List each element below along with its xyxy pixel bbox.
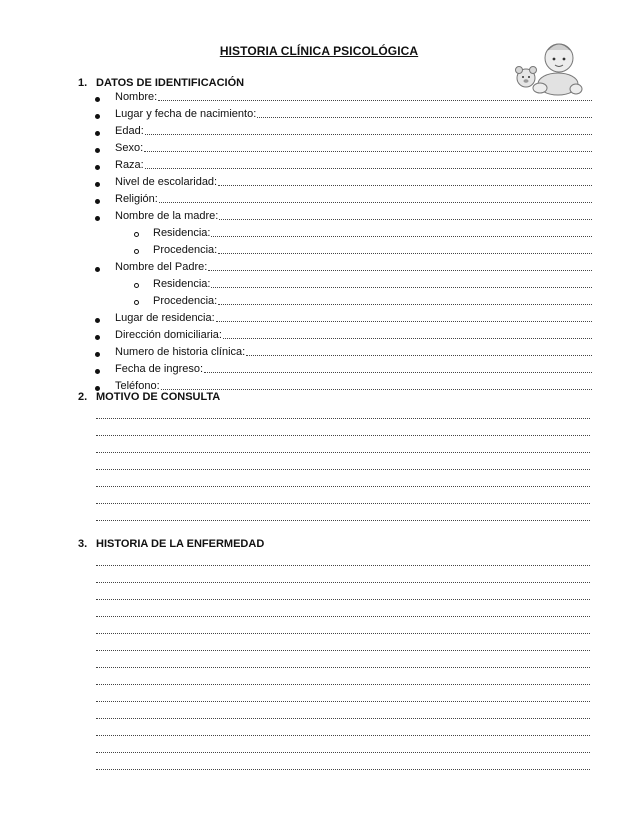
field-lugar-fecha-nacimiento[interactable] [115, 105, 592, 121]
circle-bullet-icon [134, 283, 139, 288]
field-label: Lugar y fecha de nacimiento: [115, 108, 257, 120]
field-madre-residencia[interactable] [153, 224, 592, 240]
field-label: Numero de historia clínica: [115, 346, 246, 358]
writing-line[interactable] [96, 435, 590, 436]
section-number: 3. [78, 538, 88, 550]
field-label: Edad: [115, 125, 144, 137]
field-sexo[interactable] [115, 139, 592, 155]
field-lugar-residencia[interactable] [115, 309, 592, 325]
writing-line[interactable] [96, 650, 590, 651]
field-label: Dirección domiciliaria: [115, 329, 222, 341]
field-label: Sexo: [115, 142, 144, 154]
bullet-icon [95, 114, 100, 119]
section-heading-motivo-consulta [78, 390, 220, 404]
field-religion[interactable] [115, 190, 592, 206]
section-number: 1. [78, 77, 88, 89]
field-label: Teléfono: [115, 380, 160, 392]
writing-line[interactable] [96, 486, 590, 487]
writing-line[interactable] [96, 503, 590, 504]
writing-line[interactable] [96, 520, 590, 521]
writing-line[interactable] [96, 452, 590, 453]
circle-bullet-icon [134, 300, 139, 305]
circle-bullet-icon [134, 249, 139, 254]
writing-line[interactable] [96, 599, 590, 600]
bullet-icon [95, 216, 100, 221]
section-title: DATOS DE IDENTIFICACIÓN [96, 77, 245, 89]
bullet-icon [95, 199, 100, 204]
field-label: Residencia: [153, 227, 211, 239]
writing-line[interactable] [96, 616, 590, 617]
field-label: Nombre del Padre: [115, 261, 208, 273]
bullet-icon [95, 165, 100, 170]
bullet-icon [95, 318, 100, 323]
section-title: MOTIVO DE CONSULTA [96, 391, 221, 403]
bullet-icon [95, 352, 100, 357]
field-label: Procedencia: [153, 244, 218, 256]
field-raza[interactable] [115, 156, 592, 172]
writing-line[interactable] [96, 684, 590, 685]
writing-line[interactable] [96, 633, 590, 634]
field-label: Raza: [115, 159, 144, 171]
writing-line[interactable] [96, 582, 590, 583]
field-label: Procedencia: [153, 295, 218, 307]
writing-line[interactable] [96, 718, 590, 719]
writing-line[interactable] [96, 769, 590, 770]
field-edad[interactable] [115, 122, 592, 138]
field-nombre[interactable] [115, 88, 592, 104]
bullet-icon [95, 131, 100, 136]
section-heading-historia-enfermedad [78, 537, 264, 551]
bullet-icon [95, 369, 100, 374]
writing-line[interactable] [96, 735, 590, 736]
bullet-icon [95, 335, 100, 340]
writing-line[interactable] [96, 565, 590, 566]
page-title: HISTORIA CLÍNICA PSICOLÓGICA [219, 44, 419, 58]
field-fecha-ingreso[interactable] [115, 360, 592, 376]
writing-line[interactable] [96, 752, 590, 753]
bullet-icon [95, 97, 100, 102]
field-label: Nombre: [115, 91, 158, 103]
field-label: Religión: [115, 193, 158, 205]
section-title: HISTORIA DE LA ENFERMEDAD [96, 538, 265, 550]
writing-line[interactable] [96, 418, 590, 419]
field-nombre-madre[interactable] [115, 207, 592, 223]
field-label: Nivel de escolaridad: [115, 176, 218, 188]
bullet-icon [95, 182, 100, 187]
field-label: Nombre de la madre: [115, 210, 219, 222]
section-number: 2. [78, 391, 88, 403]
field-label: Lugar de residencia: [115, 312, 215, 324]
writing-line[interactable] [96, 469, 590, 470]
writing-line[interactable] [96, 701, 590, 702]
bullet-icon [95, 267, 100, 272]
field-padre-procedencia[interactable] [153, 292, 592, 308]
field-numero-historia[interactable] [115, 343, 592, 359]
bullet-icon [95, 148, 100, 153]
field-label: Residencia: [153, 278, 211, 290]
field-padre-residencia[interactable] [153, 275, 592, 291]
field-nivel-escolaridad[interactable] [115, 173, 592, 189]
field-madre-procedencia[interactable] [153, 241, 592, 257]
circle-bullet-icon [134, 232, 139, 237]
writing-line[interactable] [96, 667, 590, 668]
field-direccion-domiciliaria[interactable] [115, 326, 592, 342]
field-nombre-padre[interactable] [115, 258, 592, 274]
field-label: Fecha de ingreso: [115, 363, 204, 375]
